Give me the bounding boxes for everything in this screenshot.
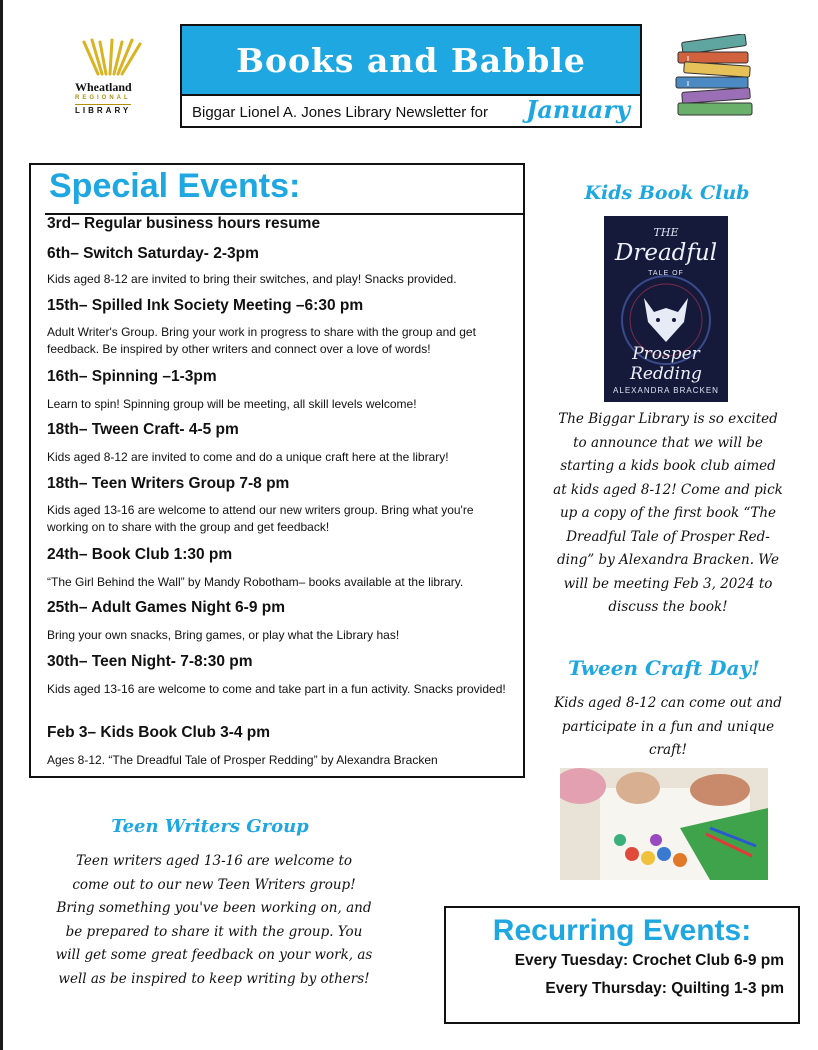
event-description: “The Girl Behind the Wall” by Mandy Robotham– books available at the library. — [47, 575, 464, 589]
text-line: ding” by Alexandra Bracken. We — [556, 552, 780, 568]
event-heading: 3rd– Regular business hours resume — [47, 215, 321, 232]
special-events-box — [29, 163, 525, 778]
recurring-events-title: Recurring Events: — [492, 914, 752, 947]
event-description: Kids aged 8-12 are invited to come and do a unique craft here at the library! — [47, 450, 449, 464]
text-line: will be meeting Feb 3, 2024 to — [563, 575, 773, 592]
text-line: Bring something you've been working on, and — [56, 900, 372, 916]
cover-the: THE — [653, 226, 679, 239]
event-description: Adult Writer's Group. Bring your work in progress to share with the group and get feedback. Be inspired by other writers and connect over a love of words! — [47, 325, 476, 356]
text-line: up a copy of the first book “The — [559, 505, 777, 521]
book-stack-icon — [672, 34, 762, 118]
event-heading: 16th– Spinning –1-3pm — [47, 368, 217, 385]
event-heading: 6th– Switch Saturday- 2-3pm — [47, 245, 259, 262]
event-heading: 18th– Tween Craft- 4-5 pm — [47, 421, 239, 438]
text-line: discuss the book! — [608, 599, 728, 615]
event-description: Kids aged 13-16 are welcome to attend our new writers group. Bring what you're working on to share with the group and get feedback! — [47, 503, 474, 534]
newsletter-title: Books and Babble — [236, 40, 586, 80]
newsletter-subtitle: Biggar Lionel A. Jones Library Newsletter for — [192, 104, 488, 121]
cover-title: Dreadful — [614, 240, 718, 266]
cover-title-name: Prosper Redding — [630, 344, 702, 384]
recurring-events-box — [444, 906, 800, 1024]
logo-subtitle: REGIONAL — [75, 95, 131, 101]
teen-writers-text — [44, 850, 384, 991]
event-heading: Feb 3– Kids Book Club 3-4 pm — [47, 724, 271, 741]
special-events-title: Special Events: — [49, 167, 301, 205]
cover-author: ALEXANDRA BRACKEN — [613, 386, 719, 395]
event-description: Ages 8-12. “The Dreadful Tale of Prosper Redding” by Alexandra Bracken — [47, 753, 438, 767]
text-line: craft! — [649, 742, 687, 758]
text-line: well as be inspired to keep writing by others! — [58, 970, 370, 987]
text-line: come out to our new Teen Writers group! — [72, 876, 356, 893]
event-heading: 30th– Teen Night- 7-8:30 pm — [47, 653, 253, 670]
wheat-icon — [78, 38, 144, 78]
text-line: Kids aged 8-12 can come out and — [554, 695, 782, 711]
kids-book-club-title: Kids Book Club — [584, 182, 750, 204]
teen-writers-title: Teen Writers Group — [111, 816, 309, 837]
wheatland-library-logo — [70, 38, 152, 114]
craft-photo-image — [560, 768, 768, 880]
newsletter-header — [180, 24, 642, 128]
text-line: starting a kids book club aimed — [560, 458, 776, 474]
tween-craft-title: Tween Craft Day! — [568, 656, 760, 680]
text-line: be prepared to share it with the group. You — [65, 923, 363, 940]
recurring-event: Every Tuesday: Crochet Club 6-9 pm — [514, 952, 784, 969]
text-line: The Biggar Library is so excited — [558, 411, 778, 427]
text-line: will get some great feedback on your work, as — [55, 947, 373, 963]
event-heading: 24th– Book Club 1:30 pm — [47, 546, 233, 563]
event-description: Bring your own snacks, Bring games, or play what the Library has! — [47, 628, 400, 642]
recurring-event: Every Thursday: Quilting 1-3 pm — [545, 980, 784, 997]
text-line: at kids aged 8-12! Come and pick — [553, 481, 783, 498]
event-heading: 15th– Spilled Ink Society Meeting –6:30 pm — [47, 297, 364, 314]
newsletter-month: January — [526, 95, 630, 124]
event-description: Learn to spin! Spinning group will be meeting, all skill levels welcome! — [47, 397, 417, 411]
text-line: Teen writers aged 13-16 are welcome to — [75, 853, 353, 869]
event-description: Kids aged 13-16 are welcome to come and take part in a fun activity. Snacks provided! — [47, 682, 506, 696]
logo-library: LIBRARY — [75, 106, 132, 115]
tween-craft-text — [548, 692, 788, 763]
kids-book-club-text — [548, 408, 788, 620]
cover-title-sub: TALE OF — [648, 270, 684, 277]
header-banner — [182, 26, 640, 96]
text-line: participate in a fun and unique — [561, 718, 775, 735]
event-description: Kids aged 8-12 are invited to bring their switches, and play! Snacks provided. — [47, 272, 457, 286]
event-heading: 25th– Adult Games Night 6-9 pm — [47, 599, 285, 616]
text-line: to announce that we will be — [573, 434, 763, 451]
logo-name: Wheatland — [75, 80, 132, 94]
text-line: Dreadful Tale of Prosper Red- — [566, 528, 770, 545]
event-heading: 18th– Teen Writers Group 7-8 pm — [47, 475, 290, 492]
book-cover-image — [604, 216, 728, 402]
page-edge — [0, 0, 3, 1050]
